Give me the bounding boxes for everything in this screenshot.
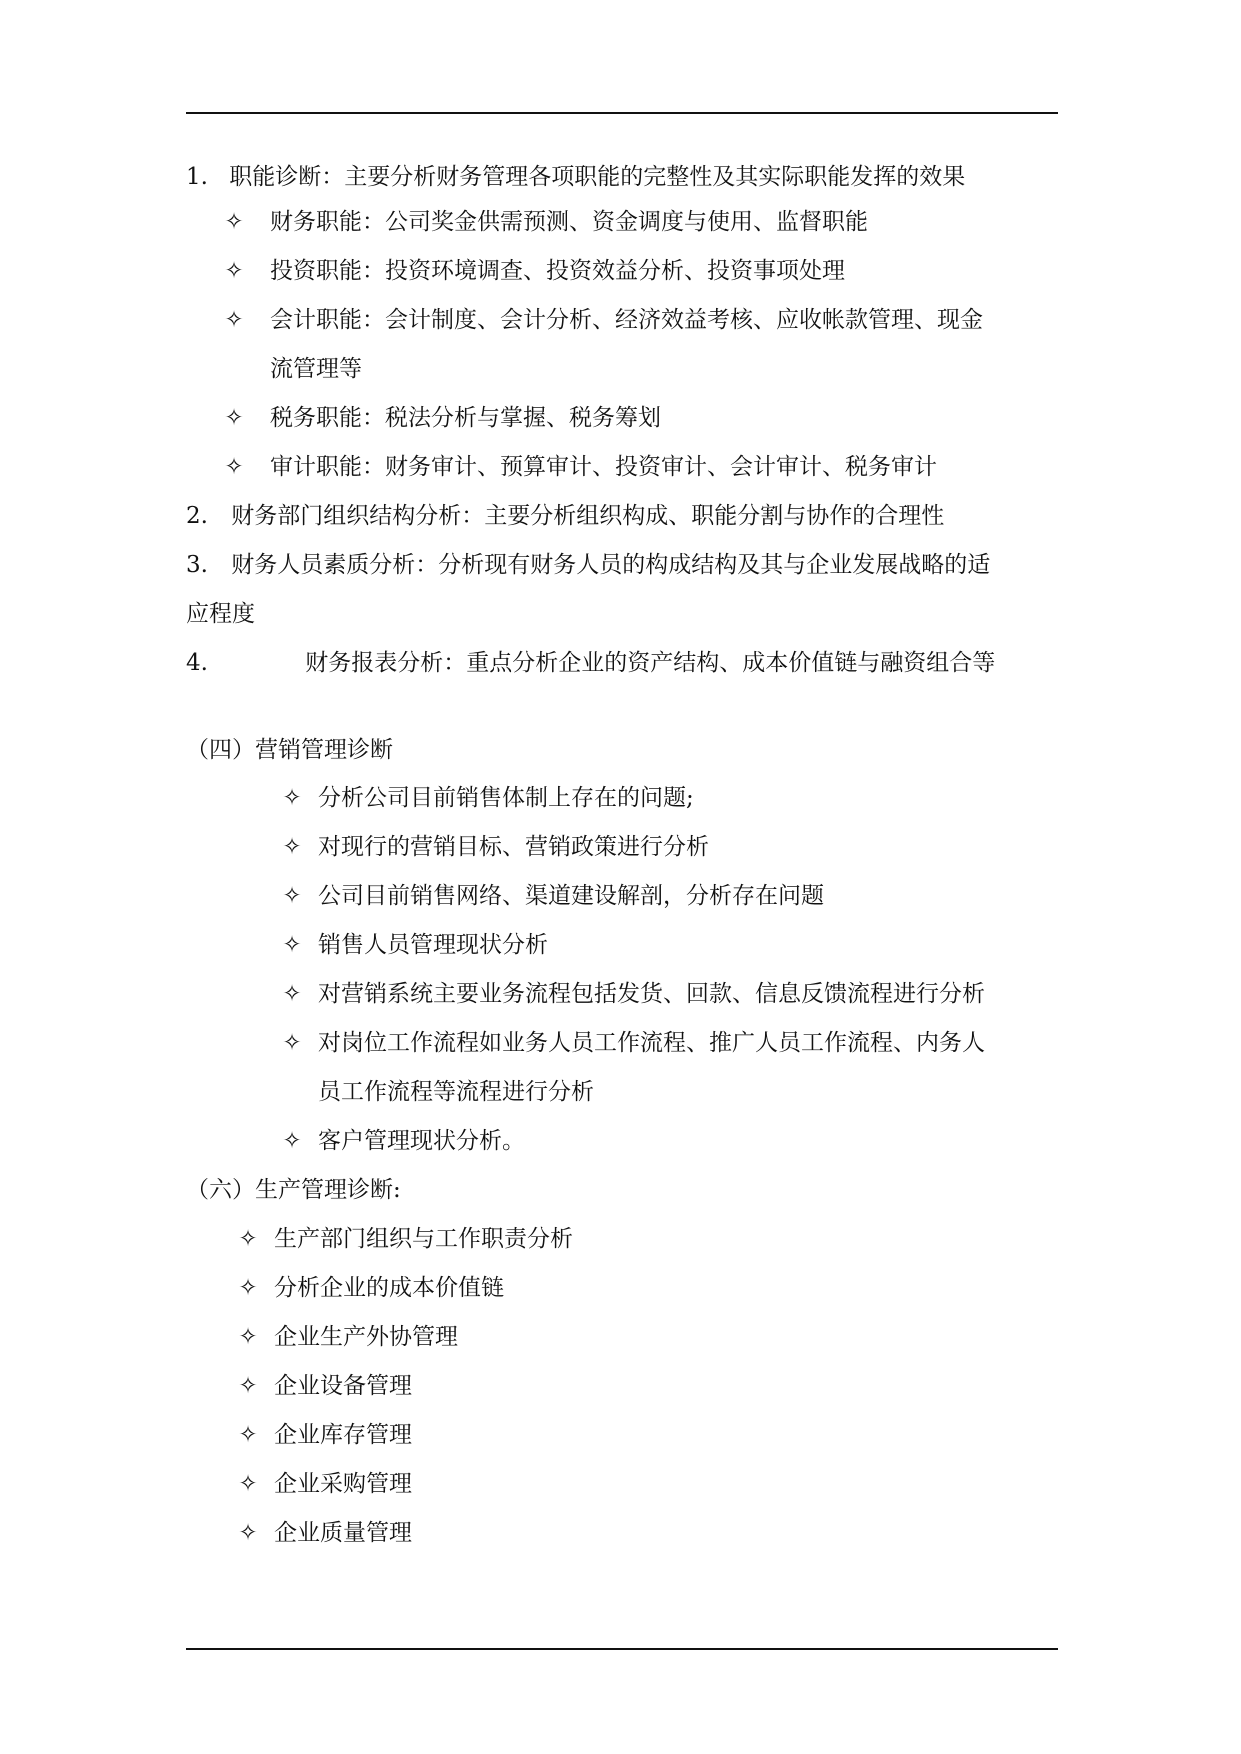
diamond-star-icon: ✧ bbox=[282, 883, 302, 909]
section-heading-production: （六）生产管理诊断: bbox=[186, 1177, 401, 1203]
diamond-star-icon: ✧ bbox=[282, 932, 302, 958]
bullet-item bbox=[224, 305, 983, 335]
bullet-text: 企业质量管理 bbox=[274, 1520, 412, 1546]
bullet-text: 会计职能：会计制度、会计分析、经济效益考核、应收帐款管理、现金 bbox=[270, 307, 983, 333]
diamond-star-icon: ✧ bbox=[238, 1422, 258, 1448]
section-heading-marketing: （四）营销管理诊断 bbox=[186, 737, 393, 763]
diamond-star-icon: ✧ bbox=[238, 1226, 258, 1252]
bullet-text: 税务职能：税法分析与掌握、税务筹划 bbox=[270, 405, 661, 431]
bullet-item bbox=[238, 1371, 412, 1401]
bullet-continuation: 流管理等 bbox=[270, 356, 362, 382]
bullet-item bbox=[282, 832, 709, 862]
bullet-item bbox=[224, 452, 937, 482]
bullet-text: 生产部门组织与工作职责分析 bbox=[274, 1226, 573, 1252]
bullet-item bbox=[238, 1469, 412, 1499]
bullet-text: 对岗位工作流程如业务人员工作流程、推广人员工作流程、内务人 bbox=[318, 1030, 985, 1056]
bullet-text: 对营销系统主要业务流程包括发货、回款、信息反馈流程进行分析 bbox=[318, 981, 985, 1007]
diamond-star-icon: ✧ bbox=[282, 834, 302, 860]
bullet-item bbox=[238, 1224, 573, 1254]
diamond-star-icon: ✧ bbox=[238, 1520, 258, 1546]
list-item-2 bbox=[186, 501, 944, 531]
footer-rule bbox=[186, 1648, 1058, 1650]
bullet-text: 客户管理现状分析。 bbox=[318, 1128, 525, 1154]
header-rule bbox=[186, 112, 1058, 114]
bullet-text: 分析公司目前销售体制上存在的问题; bbox=[318, 785, 694, 811]
bullet-text: 公司目前销售网络、渠道建设解剖，分析存在问题 bbox=[318, 883, 824, 909]
bullet-item bbox=[238, 1322, 458, 1352]
bullet-item bbox=[224, 207, 868, 237]
bullet-item bbox=[238, 1518, 412, 1548]
list-item-1 bbox=[186, 162, 965, 192]
item-text: 财务报表分析：重点分析企业的资产结构、成本价值链与融资组合等 bbox=[305, 650, 996, 676]
item-number: 2. bbox=[186, 503, 208, 529]
item-number: 4. bbox=[186, 650, 208, 676]
item-text: 财务人员素质分析：分析现有财务人员的构成结构及其与企业发展战略的适 bbox=[231, 552, 991, 578]
diamond-star-icon: ✧ bbox=[282, 1128, 302, 1154]
bullet-text: 销售人员管理现状分析 bbox=[318, 932, 548, 958]
bullet-text: 投资职能：投资环境调查、投资效益分析、投资事项处理 bbox=[270, 258, 845, 284]
bullet-text: 审计职能：财务审计、预算审计、投资审计、会计审计、税务审计 bbox=[270, 454, 937, 480]
diamond-star-icon: ✧ bbox=[282, 785, 302, 811]
bullet-item bbox=[238, 1420, 412, 1450]
diamond-star-icon: ✧ bbox=[224, 405, 244, 431]
bullet-text: 企业生产外协管理 bbox=[274, 1324, 458, 1350]
diamond-star-icon: ✧ bbox=[224, 307, 244, 333]
bullet-item bbox=[282, 783, 694, 813]
diamond-star-icon: ✧ bbox=[238, 1373, 258, 1399]
bullet-item bbox=[282, 881, 824, 911]
item-number: 1. bbox=[186, 164, 208, 190]
bullet-text: 企业采购管理 bbox=[274, 1471, 412, 1497]
list-item-4 bbox=[186, 648, 995, 678]
diamond-star-icon: ✧ bbox=[282, 1030, 302, 1056]
diamond-star-icon: ✧ bbox=[238, 1275, 258, 1301]
bullet-item bbox=[282, 930, 548, 960]
item-text: 职能诊断：主要分析财务管理各项职能的完整性及其实际职能发挥的效果 bbox=[229, 164, 966, 190]
diamond-star-icon: ✧ bbox=[282, 981, 302, 1007]
bullet-item bbox=[238, 1273, 504, 1303]
item-number: 3. bbox=[186, 552, 208, 578]
item-text: 财务部门组织结构分析：主要分析组织构成、职能分割与协作的合理性 bbox=[231, 503, 945, 529]
diamond-star-icon: ✧ bbox=[224, 454, 244, 480]
bullet-text: 财务职能：公司奖金供需预测、资金调度与使用、监督职能 bbox=[270, 209, 868, 235]
bullet-item bbox=[224, 256, 845, 286]
diamond-star-icon: ✧ bbox=[224, 258, 244, 284]
diamond-star-icon: ✧ bbox=[224, 209, 244, 235]
diamond-star-icon: ✧ bbox=[238, 1471, 258, 1497]
bullet-text: 分析企业的成本价值链 bbox=[274, 1275, 504, 1301]
bullet-continuation: 员工作流程等流程进行分析 bbox=[318, 1079, 594, 1105]
bullet-item bbox=[224, 403, 661, 433]
list-item-3 bbox=[186, 550, 990, 580]
bullet-text: 对现行的营销目标、营销政策进行分析 bbox=[318, 834, 709, 860]
bullet-text: 企业库存管理 bbox=[274, 1422, 412, 1448]
bullet-text: 企业设备管理 bbox=[274, 1373, 412, 1399]
bullet-item bbox=[282, 1126, 525, 1156]
bullet-item bbox=[282, 979, 985, 1009]
bullet-item bbox=[282, 1028, 985, 1058]
list-item-3-continuation: 应程度 bbox=[186, 601, 255, 627]
diamond-star-icon: ✧ bbox=[238, 1324, 258, 1350]
